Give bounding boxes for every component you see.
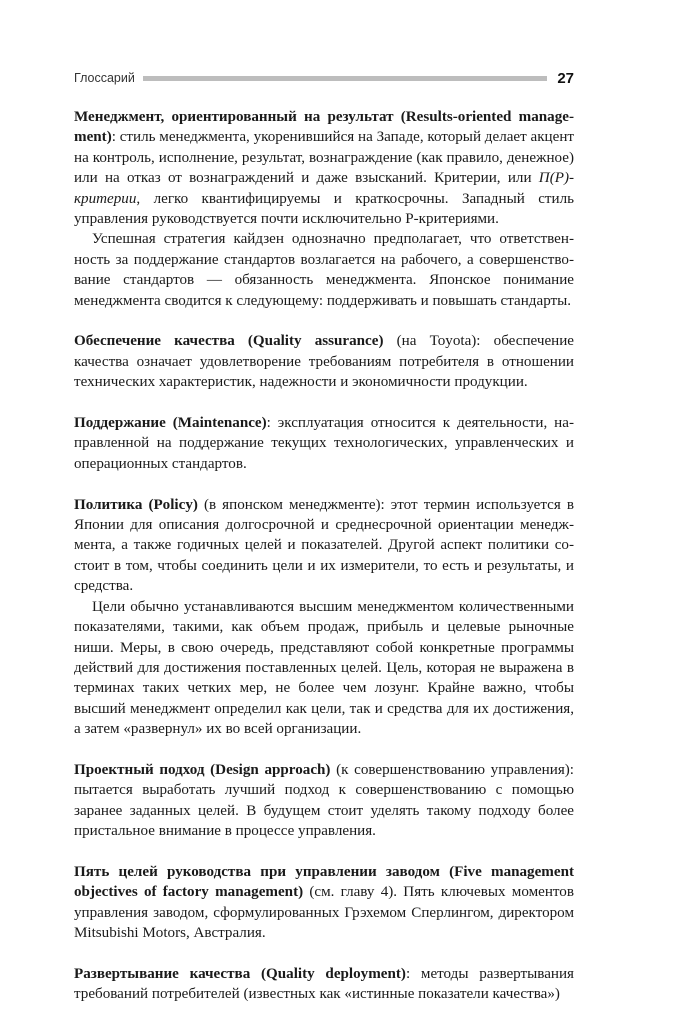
- entry-paragraph: [74, 107, 574, 229]
- definition-text: (на Toyota): обеспечение качества означает удовлетворение требованиям потребителя в отношении технических характеристик, надежности и экономичности продукции.: [74, 333, 574, 391]
- entry-paragraph: Цели обычно устанавливаются высшим менеджментом количественными показателями, такими, как объем продаж, прибыль и целевые рыночные ниши. Меры, в свою очередь, представляют собой конкретные программы действий для достижения поставленных целей. Цель, которая не выражена в терминах таких четких мер, не более чем лозунг. Крайне важно, чтобы высший менеджмент определил как цели, так и средства для их достижения, а затем «развернул» их во всей организации.: [74, 598, 574, 738]
- page-header: [74, 66, 574, 90]
- glossary-entry-maintenance: [74, 413, 574, 474]
- glossary-entry-design-approach: [74, 760, 574, 842]
- header-rule: [143, 76, 547, 81]
- entry-paragraph: [74, 413, 574, 474]
- glossary-term: Политика (Policy): [74, 496, 198, 513]
- glossary-term: Поддержание (Maintenance): [74, 415, 267, 432]
- glossary-entry-quality-assurance: [74, 331, 574, 392]
- glossary-term: Пять целей руководства при управлении заводом (Five management objectives of factory management): [74, 863, 574, 901]
- definition-text: (см. главу 4). Пять ключевых моментов управления заводом, сформулированных Грэхемом Сперлингом, директором Mitsubishi Motors, Австралия.: [74, 884, 574, 942]
- definition-text: : стиль менеджмента, укоренившийся на Западе, который делает акцент на контроль, исполнение, результат, вознаграждение (как правило, денежное) или на отказ от вознаграждений и даже взысканий. Критерии, или: [74, 129, 574, 187]
- glossary-entry-results-oriented-management: [74, 107, 574, 311]
- glossary-entry-five-management-objectives: [74, 862, 574, 944]
- running-header-section-title: Глоссарий: [74, 71, 135, 85]
- entry-paragraph: [74, 331, 574, 392]
- entry-paragraph: [74, 964, 574, 1005]
- definition-text: : методы развертывания требований потребителей (известных как «истинные показатели качества»): [74, 965, 574, 1003]
- italic-term: П(Р)-критерии: [74, 170, 574, 207]
- definition-text: : эксплуатация относится к деятельности, направленной на поддержание текущих технологических, управленческих и операционных стандартов.: [74, 415, 574, 472]
- definition-text: (к совершенствованию управления): пытается выработать лучший подход к совершенствованию с помощью заранее заданных целей. В будущем стоит уделять такому подходу более пристальное внимание в процессе управления.: [74, 761, 574, 840]
- entry-paragraph: Успешная стратегия кайдзен однозначно предполагает, что ответственность за поддержание стандартов возлагается на рабочего, а совершенствование стандартов — обязанность менеджмента. Японское понимание менеджмента сводится к следующему: поддерживать и повышать стандарты.: [74, 231, 574, 309]
- entry-paragraph: [74, 495, 574, 597]
- glossary-term: Развертывание качества (Quality deployment): [74, 965, 406, 982]
- glossary-term: Обеспечение качества (Quality assurance): [74, 333, 384, 350]
- definition-text: , легко квантифицируемы и краткосрочны. Западный стиль управления руководствуется почти исключительно Р-критериями.: [74, 190, 574, 228]
- glossary-entry-policy: [74, 495, 574, 740]
- entry-paragraph: [74, 862, 574, 944]
- glossary-body: [74, 107, 574, 1025]
- entry-paragraph: [74, 760, 574, 842]
- glossary-entry-quality-deployment: [74, 964, 574, 1005]
- glossary-term: Проектный подход (Design approach): [74, 761, 331, 778]
- definition-text: (в японском менеджменте): этот термин используется в Японии для описания долгосрочной и среднесрочной ориентации менеджмента, а также годичных целей и показателей. Другой аспект политики состоит в том, чтобы соединить цели и их измерители, то есть и результаты, и средства.: [74, 496, 574, 595]
- page-number: 27: [557, 69, 574, 87]
- glossary-term: Менеджмент, ориентированный на результат (Results-oriented management): [74, 109, 574, 146]
